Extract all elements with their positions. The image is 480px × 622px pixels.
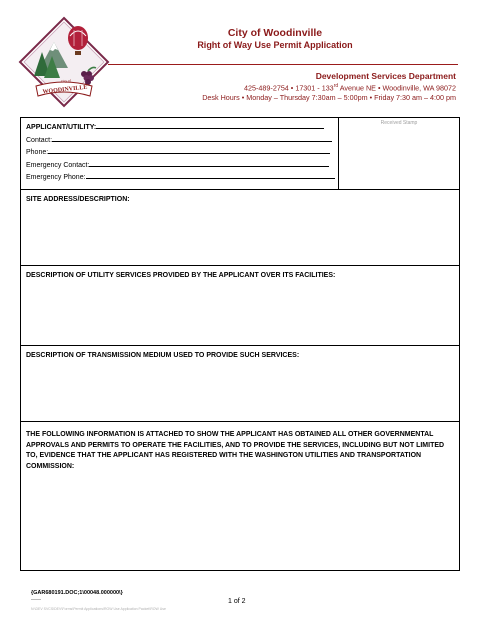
logo-small-text: City of [60,78,72,84]
contact-label: Contact: [26,136,53,144]
title-block [110,27,440,50]
header-rule [108,64,458,65]
utility-services-section[interactable] [21,266,459,346]
document-id: {GAR680191.DOC;1\00048.000000\} [31,590,123,596]
attached-information-label: THE FOLLOWING INFORMATION IS ATTACHED TO SHOW THE APPLICANT HAS OBTAINED ALL OTHER GOVERNMENTAL APPROVALS AND PERMITS TO OPERATE THE FACILITIES, AND TO PROVIDE THE SERVICES, INCLUDING BUT NOT LIMITED TO, EVIDENCE THAT THE APPLICANT HAS REGISTERED WITH THE WASHINGTON UTILITIES AND TRANSPORTATION COMMISSION: [26,431,445,470]
utility-services-label: DESCRIPTION OF UTILITY SERVICES PROVIDED BY THE APPLICANT OVER ITS FACILITIES: [26,272,336,279]
department-block [202,71,456,102]
phone-field[interactable] [26,147,338,160]
logo-text: WOODINVILLE [42,84,88,96]
received-stamp-label: Received Stamp [380,120,418,126]
applicant-fields [21,118,339,190]
site-address-label: SITE ADDRESS/DESCRIPTION: [26,196,130,203]
department-name: Development Services Department [315,71,456,81]
transmission-medium-label: DESCRIPTION OF TRANSMISSION MEDIUM USED TO PROVIDE SUCH SERVICES: [26,352,300,359]
emergency-contact-label: Emergency Contact: [26,161,90,169]
permit-form [20,117,460,571]
transmission-medium-section[interactable] [21,346,459,422]
emergency-contact-field[interactable] [26,160,338,173]
city-name: City of Woodinville [227,27,323,39]
form-title: Right of Way Use Permit Application [197,40,353,50]
emergency-phone-field[interactable] [26,172,338,185]
file-path: N:\DEV SVCS\DEV\Forms\Permit Applications\ROW Use Application Packet\ROW Use [31,607,166,611]
phone-label: Phone: [26,149,49,157]
city-logo [18,16,110,108]
department-address: 425-489-2754 • 17301 - 133rd Avenue NE • Woodinville, WA 98072 [244,83,456,93]
emergency-phone-label: Emergency Phone: [26,174,86,182]
site-address-section[interactable] [21,190,459,266]
attached-information-section[interactable] [21,422,459,572]
page-number: 1 of 2 [228,598,246,605]
desk-hours: Desk Hours • Monday – Thursday 7:30am – 5:00pm • Friday 7:30 am – 4:00 pm [202,93,456,103]
contact-field[interactable] [26,135,338,148]
applicant-utility-field[interactable] [26,122,338,135]
footer-divider [31,599,41,600]
received-stamp-area [339,118,459,190]
applicant-utility-label: APPLICANT/UTILITY: [26,124,97,131]
applicant-section [21,118,459,190]
